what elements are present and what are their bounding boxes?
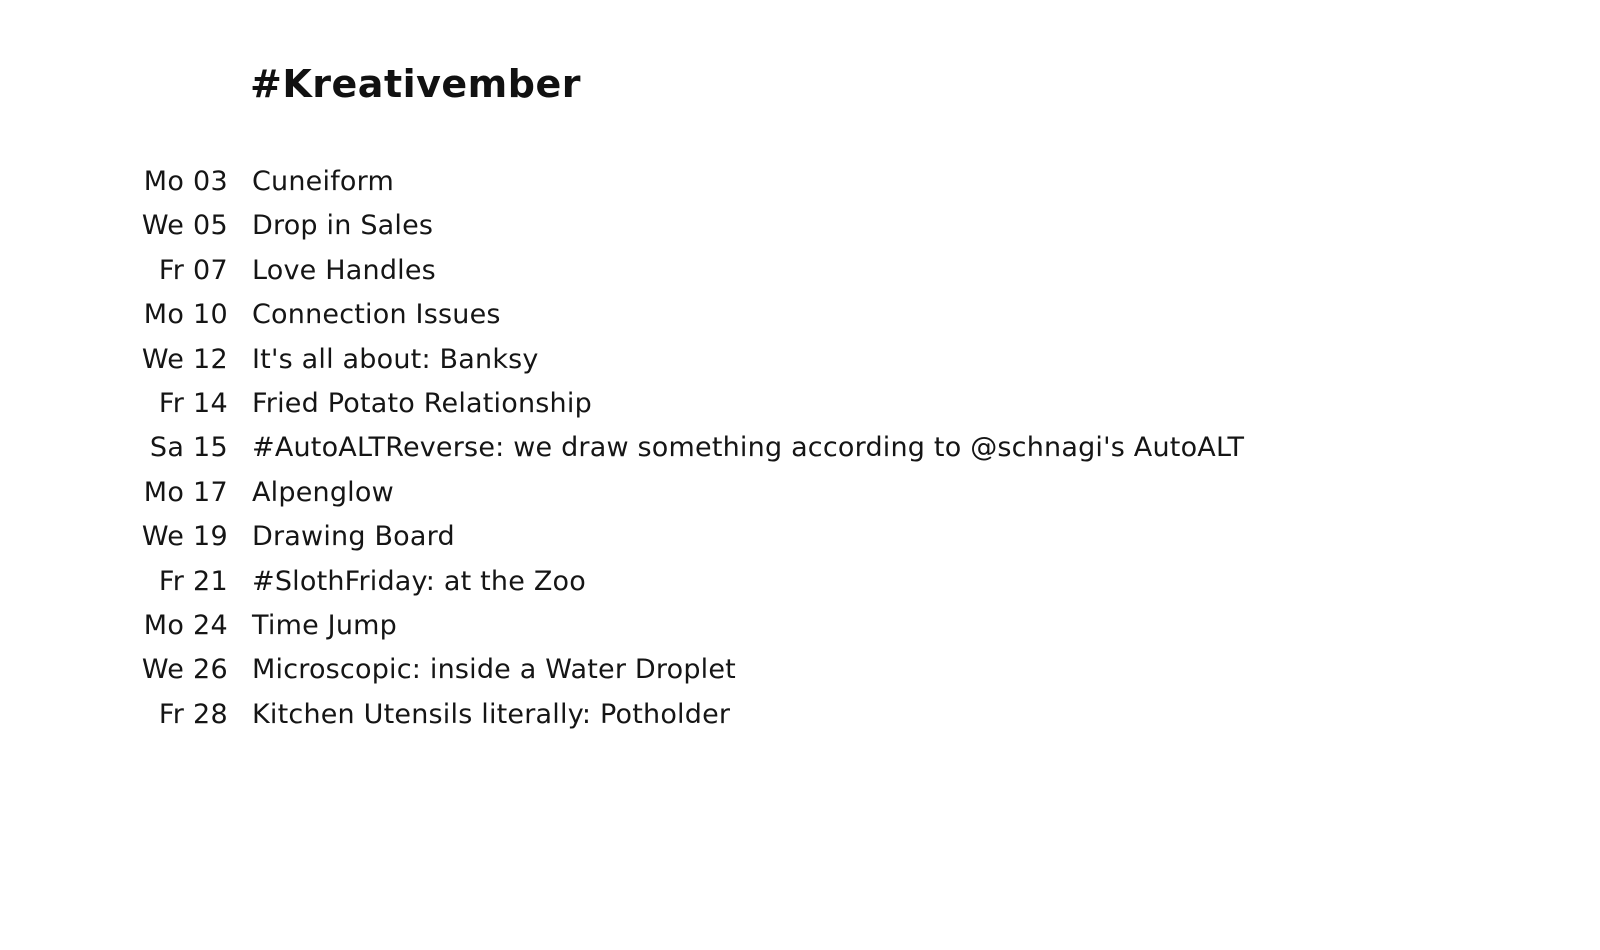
schedule-row-topic: Connection Issues xyxy=(252,299,501,331)
schedule-row xyxy=(0,693,1600,737)
schedule-list xyxy=(0,160,1600,737)
schedule-row-topic: Fried Potato Relationship xyxy=(252,387,592,419)
schedule-row-topic: Love Handles xyxy=(252,254,436,286)
schedule-row-date: We 12 xyxy=(141,343,228,375)
schedule-row xyxy=(0,204,1600,248)
schedule-row-topic: Alpenglow xyxy=(252,476,394,508)
schedule-row-topic: Microscopic: inside a Water Droplet xyxy=(252,654,736,686)
page-title: #Kreativember xyxy=(250,62,581,106)
schedule-row-date: Mo 10 xyxy=(143,299,228,331)
schedule-row xyxy=(0,249,1600,293)
schedule-row-date: Fr 14 xyxy=(158,387,228,419)
schedule-row-topic: #SlothFriday: at the Zoo xyxy=(252,565,586,597)
schedule-row xyxy=(0,648,1600,692)
schedule-row-date: Fr 28 xyxy=(158,698,228,730)
schedule-row-date: We 26 xyxy=(141,654,228,686)
schedule-row-topic: Drawing Board xyxy=(252,521,455,553)
schedule-row xyxy=(0,426,1600,470)
schedule-row-date: Mo 17 xyxy=(143,476,228,508)
schedule-row xyxy=(0,160,1600,204)
schedule-row xyxy=(0,382,1600,426)
schedule-row xyxy=(0,515,1600,559)
schedule-row-topic: Kitchen Utensils literally: Potholder xyxy=(252,698,731,730)
schedule-row xyxy=(0,560,1600,604)
schedule-row xyxy=(0,604,1600,648)
schedule-row-date: Mo 24 xyxy=(143,609,228,641)
schedule-row-topic: Cuneiform xyxy=(252,166,394,197)
schedule-row-topic: It's all about: Banksy xyxy=(252,343,539,375)
schedule-row-topic: Drop in Sales xyxy=(252,210,434,242)
schedule-row-date: Fr 21 xyxy=(158,565,228,597)
schedule-row-date: Mo 03 xyxy=(143,166,228,197)
schedule-row-date: We 05 xyxy=(141,210,228,242)
schedule-row xyxy=(0,471,1600,515)
schedule-row-date: We 19 xyxy=(141,521,228,553)
schedule-row-date: Sa 15 xyxy=(149,432,228,464)
schedule-row-topic: #AutoALTReverse: we draw something according to @schnagi's AutoALT xyxy=(252,432,1245,464)
schedule-row xyxy=(0,338,1600,382)
schedule-row-date: Fr 07 xyxy=(158,254,228,286)
schedule-row-topic: Time Jump xyxy=(252,609,397,641)
schedule-row xyxy=(0,293,1600,337)
